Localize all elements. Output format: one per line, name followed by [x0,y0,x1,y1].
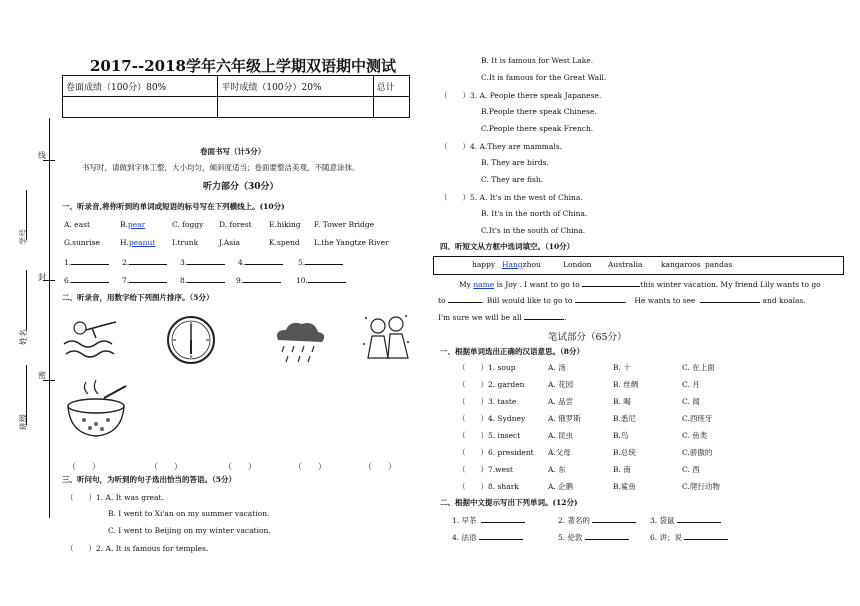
q5-row-2-c: C. 月 [682,380,700,389]
q4-line-1b: is Joy . I want to go to [496,280,580,289]
q6-item-5-label: 5. 伦敦 [558,533,583,542]
q1-blank-8[interactable] [180,274,225,285]
q1-blank-6-label: 6. [64,276,72,285]
score-cell-1[interactable] [63,97,218,118]
q1-opt-e: E.hiking [269,220,301,229]
q5-row-6-no: （ ）6. president [458,448,534,457]
q4-blank-3[interactable] [575,294,628,305]
q5-row-6-c: C.骄傲的 [682,448,713,457]
rain-cloud-picture [270,318,330,366]
banji-label: 班级 [19,414,28,430]
q1-opt-a: A. east [64,220,90,229]
q5-row-6-b: B.总统 [613,448,636,457]
word-hangzhou [502,260,541,269]
q1-blank-3[interactable] [180,256,225,267]
q2-bracket-3[interactable]: （ ） [224,462,256,471]
word-australia: Australia [608,260,643,269]
q1-blank-8-label: 8. [180,276,188,285]
q5-row-7-no: （ ）7.west [458,465,513,474]
q3-item-2: （ ）2. A. It is famous for temples. [66,544,209,553]
q3-item-5b: B. It's in the north of China. [481,209,588,218]
q4-title: 四、听短文从方框中选词填空。（10分） [440,242,575,251]
q4-line-3: I'm sure we will be all . [438,313,567,322]
q1-blank-7-label: 7. [122,276,130,285]
q5-row-8-c: C.爬行动物 [682,482,720,491]
q1-opt-f: F. Tower Bridge [314,220,375,229]
q4-line-3-text: I'm sure we will be all [438,313,522,322]
q3-item-1b: B. I went to Xi'an on my summer vacation. [108,509,270,518]
q3-item-5: （ ）5. A. It's in the west of China. [440,193,583,202]
q5-row-3-c: C. 闻 [682,397,700,406]
q6-item-3-label: 3. 袋鼠 [650,516,675,525]
q1-blank-6[interactable] [64,274,109,285]
q1-opt-h-word: peanut [128,238,156,247]
q5-row-7-a: A. 东 [548,465,566,474]
word-kangaroos: kangaroos [661,260,701,269]
q1-blank-10-label: 10. [296,276,308,285]
q1-opt-g: G.sunrise [64,238,100,247]
q5-row-2-no: （ ）2. garden [458,380,525,389]
q5-row-4-no: （ ）4. Sydney [458,414,526,423]
q6-item-2[interactable] [558,514,636,526]
q1-blank-9[interactable] [236,274,281,285]
q1-blank-5[interactable] [298,256,343,267]
q3-item-3b: B.People there speak Chinese. [481,107,597,116]
q1-opt-b [120,220,145,229]
q4-blank-2[interactable] [448,294,482,303]
q3-item-2c: C.It is famous for the Great Wall. [481,73,607,82]
q6-item-3[interactable] [650,514,721,526]
xingming-line [26,270,27,330]
q3-item-3: （ ）3. A. People there speak Japanese. [440,91,602,100]
q5-row-3-no: （ ）3. taste [458,397,517,406]
q2-bracket-1[interactable]: （ ） [68,462,100,471]
q6-item-1[interactable] [452,514,525,526]
q5-row-4-c: C.西班牙 [682,414,713,423]
q3-item-1: （ ）1. A. It was great. [66,493,164,502]
q5-row-1-no: （ ）1. soup [458,363,516,372]
q5-row-2-a: A. 花园 [548,380,574,389]
q1-opt-b-word: pear [127,220,146,229]
q4-line-2c: . [624,296,628,305]
q4-blank-4[interactable] [700,294,760,303]
word-hangzhou-rest: zhou [522,260,541,269]
xingming-label: 姓名 [19,329,28,345]
q2-bracket-5[interactable]: （ ） [364,462,396,471]
q6-title: 二、根据中文提示写出下列单词。(12分) [440,498,578,507]
q5-row-3-a: A. 品尝 [548,397,574,406]
score-header-2: 平时成绩（100分）20% [218,76,373,97]
q1-blank-4[interactable] [238,256,283,267]
score-cell-3[interactable] [373,97,409,118]
q5-row-5-no: （ ）5. insect [458,431,521,440]
q1-opt-i: I.trunk [172,238,199,247]
q4-line-1c: this winter vacation. My friend Lily wants to go [640,280,821,289]
q5-row-1-b: B. 十 [613,363,631,372]
q5-row-8-b: B.鲨鱼 [613,482,636,491]
binding-xian: 线 [38,151,46,160]
q3-item-1c: C. I went to Beijing on my winter vacation. [108,526,271,535]
q5-row-7-c: C. 西 [682,465,700,474]
word-happy: happy [472,260,496,269]
q5-row-4-a: A. 俄罗斯 [548,414,581,423]
q5-row-8-no: （ ）8. shark [458,482,519,491]
q6-item-5[interactable] [558,531,629,543]
q4-line-2d: He wants to see [634,296,696,305]
listening-title: 听力部分（30分） [203,182,279,192]
q1-blank-1-label: 1. [64,258,72,267]
score-header-3: 总计 [373,76,409,97]
q1-opt-b-label: B. [120,220,128,229]
q1-opt-h-label: H. [120,238,129,247]
q4-line-2b: . Bill would like to go to [481,296,573,305]
score-cell-2[interactable] [218,97,373,118]
q1-blank-2-label: 2. [122,258,130,267]
kids-picture [362,312,412,364]
writing-note: 书写时，请做到字体工整，大小均匀，倾斜度适当；卷面要整洁美观，不随意涂抹。 [82,163,360,172]
q5-title: 一、根据单词选出正确的汉语意思。（8分） [440,347,584,356]
q5-row-8-a: A. 企鹅 [548,482,574,491]
q1-blank-3-label: 3. [180,258,188,267]
q2-bracket-2[interactable]: （ ） [150,462,182,471]
q4-blank-1[interactable] [582,278,640,287]
q1-blank-2[interactable] [122,256,167,267]
page-title: 2017--2018学年六年级上学期双语期中测试 [90,57,396,75]
q1-blank-9-label: 9. [236,276,244,285]
q1-blank-4-label: 4. [238,258,246,267]
q5-row-5-c: C. 鱼类 [682,431,708,440]
q2-bracket-4[interactable]: （ ） [294,462,326,471]
q1-title: 一、听录音,将你听到的单词或短语的标号写在下列横线上。(10分) [62,202,285,211]
binding-feng: 封 [38,273,46,282]
q4-line-2 [438,294,806,305]
q4-blank-5[interactable] [524,311,564,320]
q3-item-4: （ ）4. A.They are mammals. [440,142,563,151]
q5-row-3-b: B. 喝 [613,397,631,406]
q6-item-1-label: 1. 早茶 [452,516,477,525]
q5-row-5-a: A. 昆虫 [548,431,574,440]
q6-item-6[interactable] [650,531,728,543]
q5-row-4-b: B.悉尼 [613,414,636,423]
q4-name-word: name [473,280,495,289]
binding-mi: 密 [38,371,46,380]
word-london: London [563,260,592,269]
q1-opt-k: K.spend [269,238,300,247]
q6-item-4[interactable] [452,531,523,543]
q1-blank-5-label: 5. [298,258,306,267]
q1-opt-d: D. forest [219,220,252,229]
q1-opt-j: J.Asia [219,238,240,247]
q1-blank-7[interactable] [122,274,167,285]
q6-item-4-label: 4. 法语 [452,533,477,542]
q3-item-2b: B. It is famous for West Lake. [481,56,594,65]
q3-item-4c: C. They are fish. [481,175,544,184]
q4-line-1 [459,278,821,289]
q1-opt-c: C. foggy [172,220,204,229]
swimmer-picture [62,314,122,364]
q2-title: 二、听录音，用数字给下列图片排序。（5分） [62,293,214,302]
binding-line [49,118,50,518]
q4-line-2a: to [438,296,446,305]
soup-bowl-picture [64,376,134,442]
clock-picture [165,314,217,366]
q5-row-2-b: B. 丝绸 [613,380,639,389]
q2-answer-row [68,454,414,473]
xuehao-label: 学号 [19,229,28,245]
writing-title: 卷面书写（计5分） [200,147,266,156]
q5-row-6-a: A.父母 [548,448,571,457]
written-title: 笔试部分（65分） [548,332,627,343]
q3-item-5c: C.It's in the south of China. [481,226,586,235]
word-pandas: pandas [705,260,733,269]
q6-item-2-label: 2. 著名的 [558,516,591,525]
word-hangzhou-marked: Hang [502,260,523,269]
q3-title: 三、听问句，为听到的句子选出恰当的答语。（5分） [62,475,236,484]
q4-line-2e: and koalas. [762,296,806,305]
q5-row-5-b: B.鸟 [613,431,629,440]
q5-row-7-b: B. 南 [613,465,631,474]
q1-opt-l: L.the Yangtze River [314,238,389,247]
score-header-1: 卷面成绩（100分）80% [63,76,218,97]
q3-item-3c: C.People there speak French. [481,124,594,133]
q1-opt-h [120,238,155,247]
q1-blank-1[interactable] [64,256,109,267]
score-table [62,75,410,118]
q3-item-4b: B. They are birds. [481,158,549,167]
q6-item-6-label: 6. 讲；说 [650,533,683,542]
q4-line-1a: My [459,280,471,289]
q5-row-1-c: C. 在上面 [682,363,715,372]
q5-row-1-a: A. 汤 [548,363,566,372]
q1-blank-10[interactable] [296,274,346,285]
